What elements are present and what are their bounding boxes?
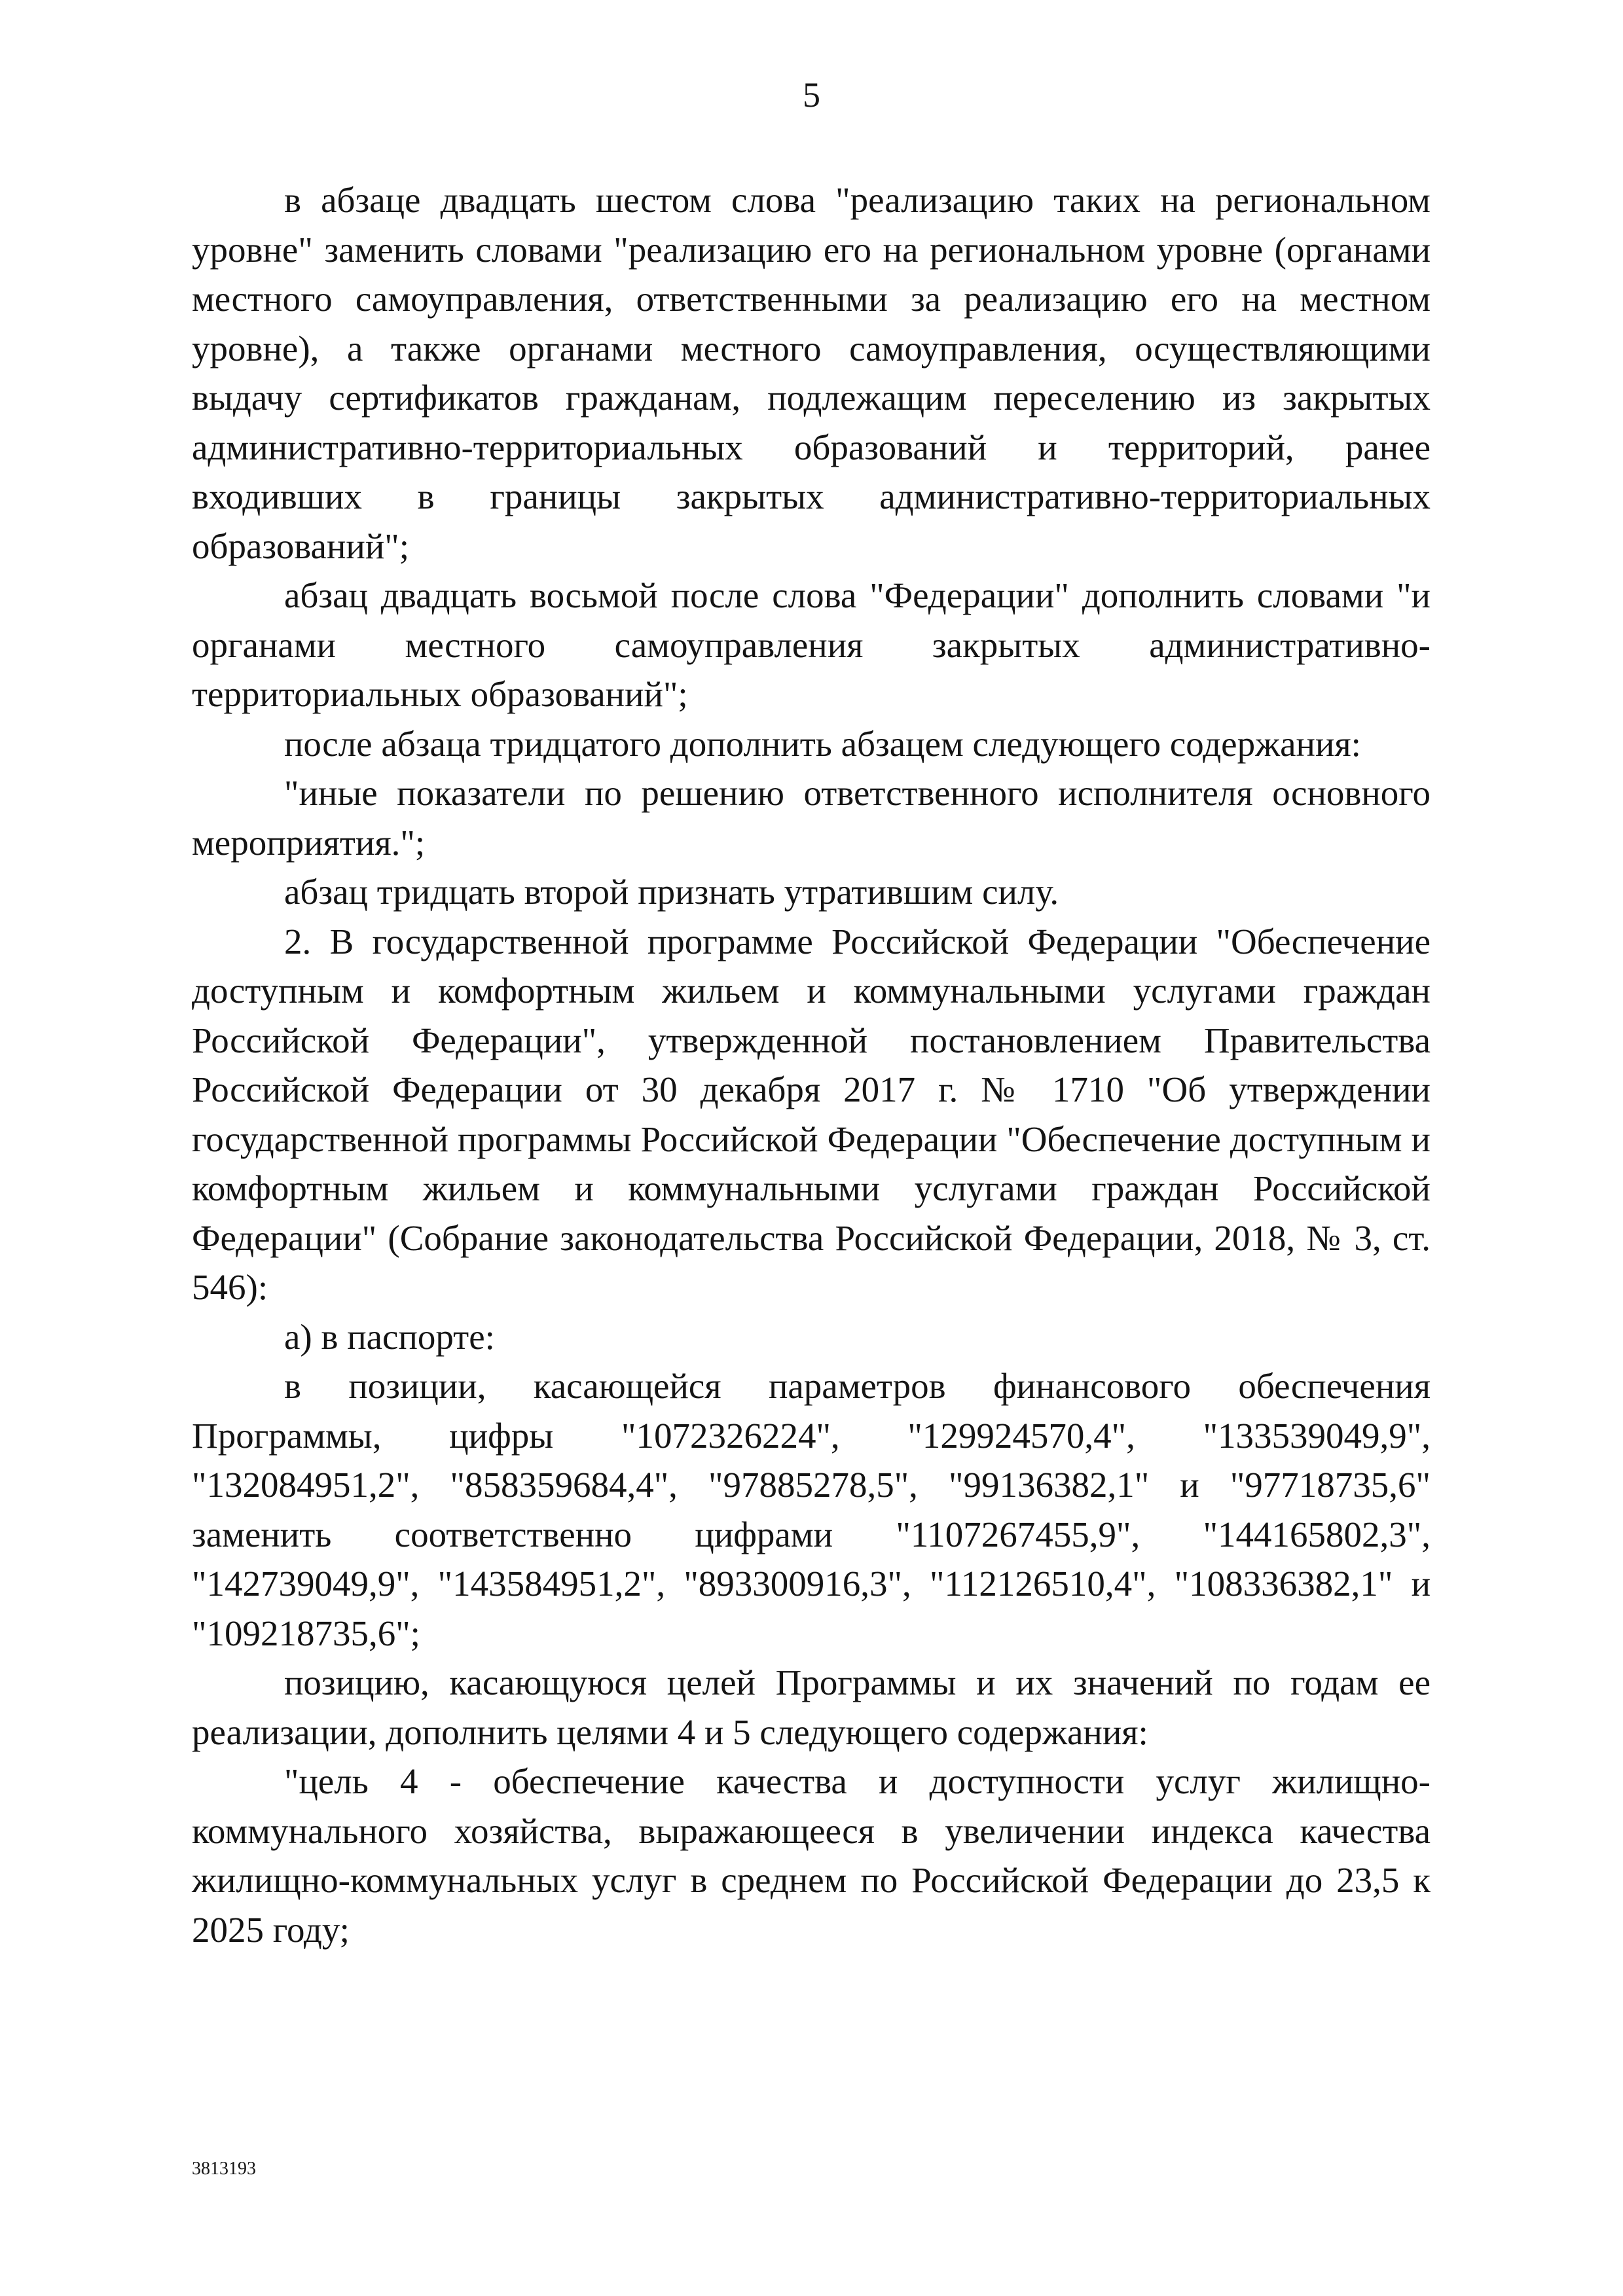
document-body (192, 175, 1431, 1954)
paragraph-amend-paragraph-26: в абзаце двадцать шестом слова "реализацию таких на региональном уровне" заменить словами "реализацию его на региональном уровне (органами местного самоуправления, ответственными за реализацию его на местном уровне), а также органами местного самоуправления, осуществляющими выдачу сертификатов гражданам, подлежащим переселению из закрытых административно-территориальных образований и территорий, ранее входивших в границы закрытых административно-территориальных образований"; (192, 180, 1431, 566)
paragraph-add-after-30: после абзаца тридцатого дополнить абзацем следующего содержания: (284, 723, 1361, 764)
paragraph-item-2-state-program: 2. В государственной программе Российской Федерации "Обеспечение доступным и комфортным жильем и коммунальными услугами граждан Российской Федерации", утвержденной постановлением Правительства Российской Федерации от 30 декабря 2017 г. № 1710 "Об утверждении государственной программы Российской Федерации "Обеспечение доступным и комфортным жильем и коммунальными услугами граждан Российской Федерации" (Собрание законодательства Российской Федерации, 2018, № 3, ст. 546): (192, 921, 1431, 1307)
document-code: 3813193 (192, 2159, 256, 2179)
paragraph-repeal-32: абзац тридцать второй признать утратившим силу. (284, 872, 1059, 912)
paragraph-amend-paragraph-28: абзац двадцать восьмой после слова "Федерации" дополнить словами "и органами местного самоуправления закрытых административно-территориальных образований"; (192, 575, 1431, 714)
paragraph-goal-4: "цель 4 - обеспечение качества и доступности услуг жилищно-коммунального хозяйства, выражающееся в увеличении индекса качества жилищно-коммунальных услуг в среднем по Российской Федерации до 23,5 к 2025 году; (192, 1761, 1431, 1950)
page-number: 5 (803, 75, 820, 115)
paragraph-financing-figures: в позиции, касающейся параметров финансового обеспечения Программы, цифры "1072326224", "129924570,4", "133539049,9", "132084951,2", "858359684,4", "97885278,5", "99136382,1" и "97718735,6" заменить соответственно цифрами "1107267455,9", "144165802,3", "142739049,9", "143584951,2", "893300916,3", "112126510,4", "108336382,1" и "109218735,6"; (192, 1366, 1431, 1653)
paragraph-subitem-a-passport: а) в паспорте: (284, 1316, 495, 1357)
paragraph-other-indicators: "иные показатели по решению ответственного исполнителя основного мероприятия."; (192, 773, 1431, 863)
paragraph-program-goals: позицию, касающуюся целей Программы и их значений по годам ее реализации, дополнить целями 4 и 5 следующего содержания: (192, 1662, 1431, 1752)
